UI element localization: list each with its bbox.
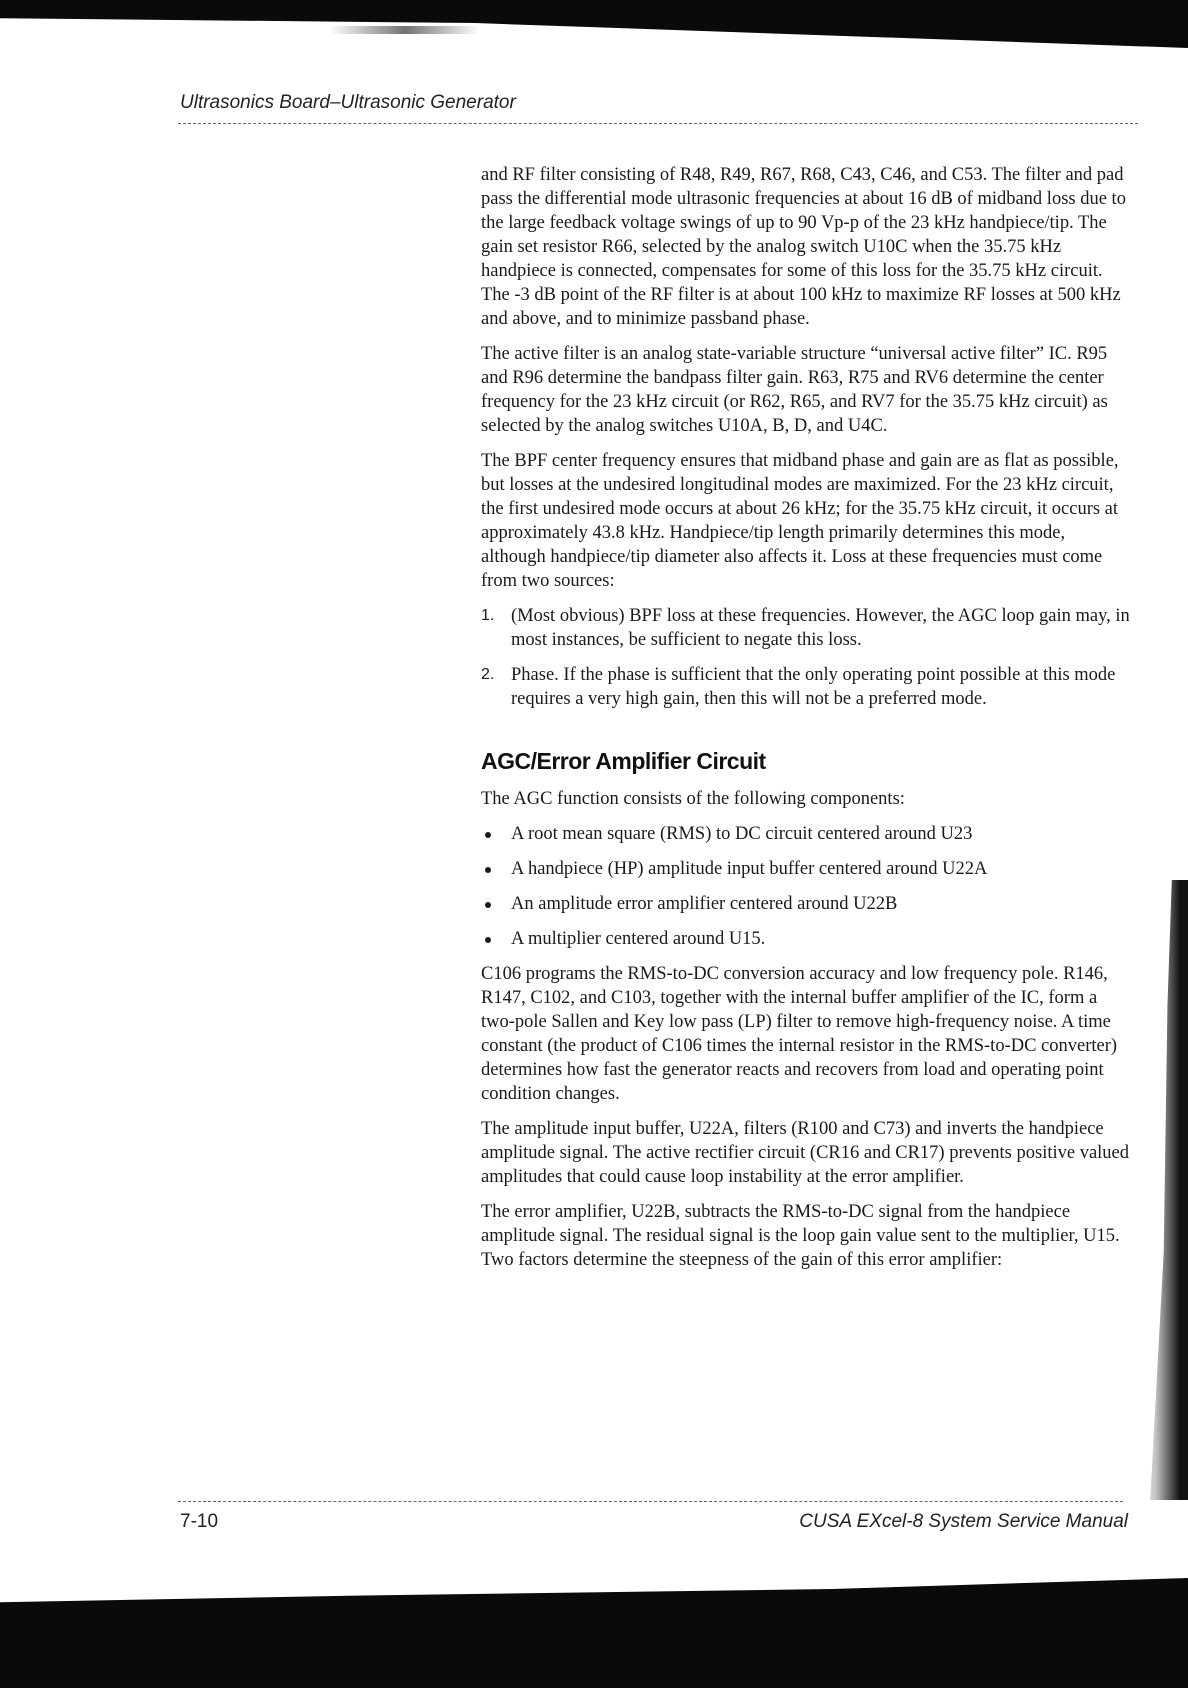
running-head: Ultrasonics Board–Ultrasonic Generator [180,92,516,113]
manual-title: CUSA EXcel-8 System Service Manual [799,1511,1128,1532]
section-heading: AGC/Error Amplifier Circuit [481,748,766,774]
paragraph: The active filter is an analog state-variable structure “universal active filter” IC. R95 and R96 determine the bandpass filter gain. R63, R75 and RV6 determine the center frequency for the 23 kHz circuit (or R62, R65, and RV7 for the 35.75 kHz circuit) as selected by the analog switches U10A, B, D, and U4C. [481,344,1108,436]
bullet-icon [485,867,491,873]
bullet-list [481,822,1133,951]
page-number: 7-10 [180,1511,219,1532]
bullet-text: A multiplier centered around U15. [511,929,766,949]
bullet-text: A handpiece (HP) amplitude input buffer centered around U22A [511,859,988,879]
bullet-icon [485,902,491,908]
scan-edge-bottom [0,1578,1188,1688]
paragraph: and RF filter consisting of R48, R49, R67, R68, C43, C46, and C53. The filter and pad pass the differential mode ultrasonic frequencies at about 16 dB of midband loss due to the large feedback voltage swings of up to 90 Vp-p of the 23 kHz handpiece/tip. The gain set resistor R66, selected by the analog switch U10C when the 35.75 kHz handpiece is connected, compensates for some of this loss for the 35.75 kHz circuit. The -3 dB point of the RF filter is at about 100 kHz to maximize RF losses at 500 kHz and above, and to minimize passband phase. [481,165,1126,329]
bullet-text: An amplitude error amplifier centered around U22B [511,894,898,914]
paragraph: The BPF center frequency ensures that midband phase and gain are as flat as possible, but losses at the undesired longitudinal modes are maximized. For the 23 kHz circuit, the first undesired mode occurs at about 26 kHz; for the 35.75 kHz circuit, it occurs at approximately 43.8 kHz. Handpiece/tip length primarily determines this mode, although handpiece/tip diameter also affects it. Loss at these frequencies must come from two sources: [481,451,1119,591]
list-item [481,604,1133,652]
bullet-icon [485,832,491,838]
numbered-list [481,604,1133,711]
list-number: 1. [481,607,495,624]
body-content [481,163,1133,1283]
bullet-item [481,892,1133,916]
list-item [481,663,1133,711]
paragraph: The amplitude input buffer, U22A, filters (R100 and C73) and inverts the handpiece amplitude signal. The active rectifier circuit (CR16 and CR17) prevents positive valued amplitudes that could cause loop instability at the error amplifier. [481,1119,1130,1187]
list-number: 2. [481,666,495,683]
paragraph: C106 programs the RMS-to-DC conversion accuracy and low frequency pole. R146, R147, C102, and C103, together with the internal buffer amplifier of the IC, form a two-pole Sallen and Key low pass (LP) filter to remove high-frequency noise. A time constant (the product of C106 times the internal resistor in the RMS-to-DC converter) determines how fast the generator reacts and recovers from load and operating point condition changes. [481,964,1118,1104]
bullet-item [481,927,1133,951]
bullet-item [481,857,1133,881]
paragraph: The error amplifier, U22B, subtracts the RMS-to-DC signal from the handpiece amplitude signal. The residual signal is the loop gain value sent to the multiplier, U15. Two factors determine the steepness of the gain of this error amplifier: [481,1202,1120,1270]
header-rule [178,123,1138,124]
scan-edge-top [0,0,1188,48]
bullet-icon [485,937,491,943]
scan-edge-right [1134,880,1188,1500]
bullet-text: A root mean square (RMS) to DC circuit centered around U23 [511,824,973,844]
intro-paragraph: The AGC function consists of the following components: [481,789,905,809]
scan-smudge [330,26,480,34]
list-item-text: (Most obvious) BPF loss at these frequencies. However, the AGC loop gain may, in most instances, be sufficient to negate this loss. [511,606,1130,650]
bullet-item [481,822,1133,846]
footer-rule [178,1501,1123,1502]
list-item-text: Phase. If the phase is sufficient that the only operating point possible at this mode requires a very high gain, then this will not be a preferred mode. [511,665,1116,709]
